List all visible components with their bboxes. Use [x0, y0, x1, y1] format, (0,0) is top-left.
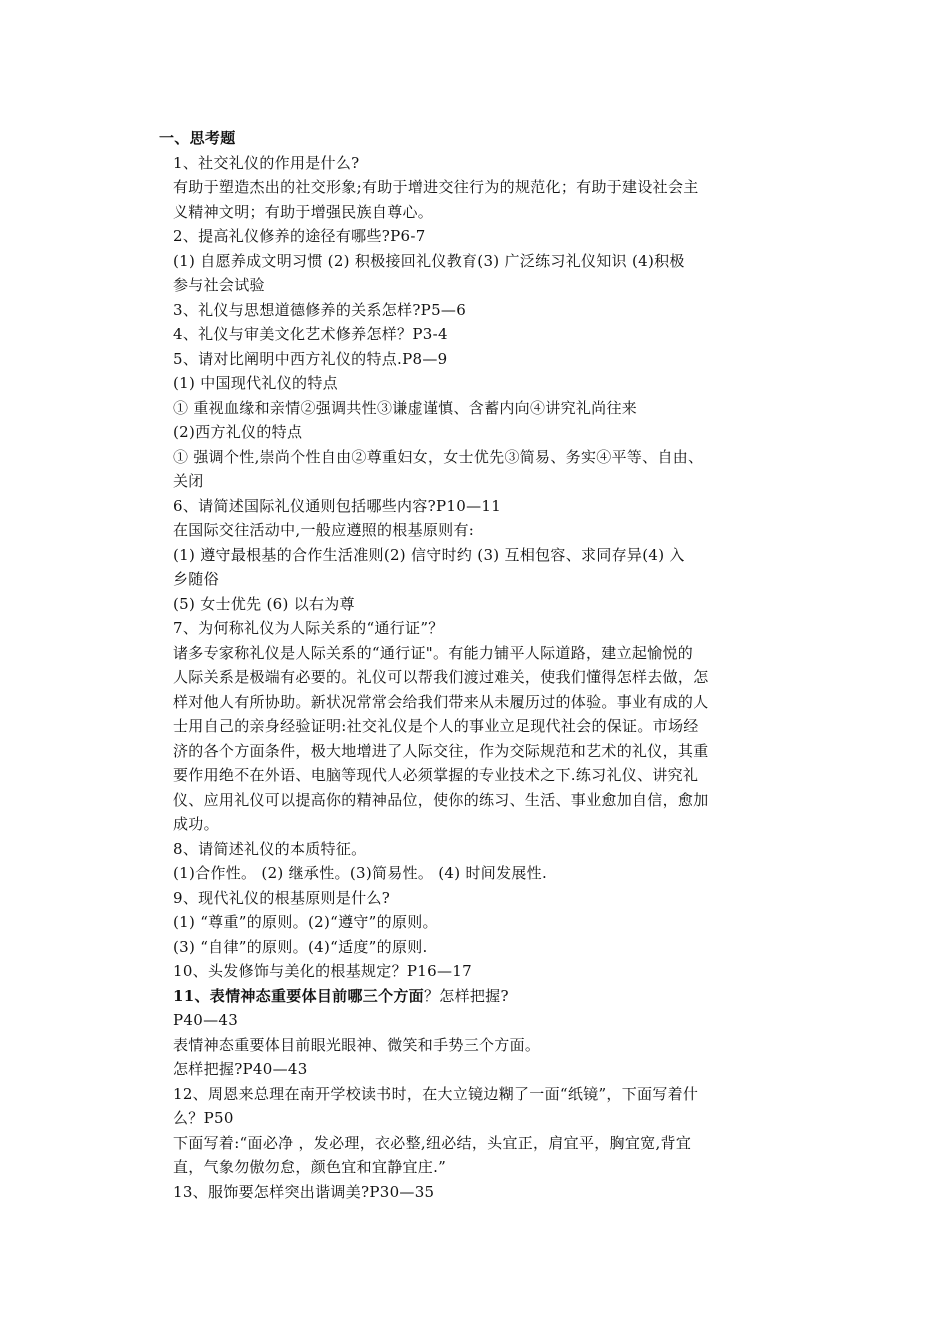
text-line: 士用自己的亲身经验证明:社交礼仪是个人的事业立足现代社会的保证。市场经 [173, 717, 699, 735]
text-line: 义精神文明；有助于增强民族自尊心。 [173, 202, 434, 221]
text-line: 下面写着:“面必净 ，发必理，衣必整,纽必结，头宜正，肩宜平，胸宜宽,背宜 [173, 1133, 692, 1152]
text-line: (1)合作性。 (2) 继承性。(3)简易性。 (4) 时间发展性. [173, 864, 548, 882]
section-title: 一、思考题 [159, 129, 236, 147]
text-line: 在国际交往活动中,一般应遵照的根基原则有: [173, 521, 475, 539]
text-line: (2)西方礼仪的特点 [173, 423, 303, 441]
text-line: 济的各个方面条件，极大地增进了人际交往，作为交际规范和艺术的礼仪，其重 [173, 741, 709, 760]
text-line: (1) 中国现代礼仪的特点 [173, 374, 338, 392]
text-line: ① 强调个性,崇尚个性自由②尊重妇女，女士优先③简易、务实④平等、自由、 [173, 447, 704, 466]
question-11-line [173, 984, 773, 1009]
question-11-rest: ？怎样把握? [423, 986, 509, 1005]
document-page [159, 126, 773, 1204]
text-line: 5、请对比阐明中西方礼仪的特点.P8—9 [173, 349, 448, 368]
text-line: 有助于塑造杰出的社交形象;有助于增进交往行为的规范化；有助于建设社会主 [173, 178, 699, 196]
text-line: 诸多专家称礼仪是人际关系的“通行证"。有能力铺平人际道路，建立起愉悦的 [173, 643, 694, 662]
text-line: (1) 自愿养成文明习惯 (2) 积极接回礼仪教育(3) 广泛练习礼仪知识 (4)积极 [173, 251, 685, 270]
text-line: 乡随俗 [173, 570, 219, 588]
text-line: 7、为何称礼仪为人际关系的“通行证”？ [173, 619, 444, 637]
text-line: 10、头发修饰与美化的根基规定？P16—17 [173, 962, 472, 980]
text-line: 参与社会试验 [173, 276, 265, 294]
text-line: 8、请简述礼仪的本质特征。 [173, 839, 367, 858]
text-line: 6、请简述国际礼仪通则包括哪些内容?P10—11 [173, 496, 502, 515]
text-line: (1) 遵守最根基的合作生活准则(2) 信守时约 (3) 互相包容、求同存异(4) 入 [173, 545, 685, 564]
text-line: 2、提高礼仪修养的途径有哪些?P6-7 [173, 227, 426, 245]
text-line: 直，气象勿傲勿怠，颜色宜和宜静宜庄.” [173, 1158, 447, 1176]
text-line: 4、礼仪与审美文化艺术修养怎样？P3-4 [173, 325, 448, 343]
text-line: 3、礼仪与思想道德修养的关系怎样?P5—6 [173, 300, 467, 319]
text-line: 1、社交礼仪的作用是什么? [173, 153, 360, 172]
text-line: 9、现代礼仪的根基原则是什么? [173, 888, 391, 907]
text-line: 人际关系是极端有必要的。礼仪可以帮我们渡过难关，使我们懂得怎样去做，怎 [173, 668, 709, 686]
text-line: 要作用绝不在外语、电脑等现代人必须掌握的专业技术之下.练习礼仪、讲究礼 [173, 766, 699, 784]
question-11-bold: 11、表情神态重要体目前哪三个方面 [173, 986, 424, 1005]
text-line: 仪、应用礼仪可以提高你的精神品位，使你的练习、生活、事业愈加自信，愈加 [173, 790, 709, 809]
text-line: (3) “自律”的原则。(4)“适度”的原则. [173, 937, 428, 956]
text-line: 关闭 [173, 472, 204, 490]
text-line: 样对他人有所协助。新状况常常会给我们带来从未履历过的体验。事业有成的人 [173, 692, 709, 711]
text-line: P40—43 [173, 1011, 239, 1029]
text-line: 表情神态重要体目前眼光眼神、微笑和手势三个方面。 [173, 1035, 541, 1054]
text-line: 成功。 [173, 815, 219, 833]
text-line: (1) “尊重”的原则。(2)“遵守”的原则。 [173, 913, 438, 931]
text-line: (5) 女士优先 (6) 以右为尊 [173, 594, 355, 613]
text-line: 13、服饰要怎样突出谐调美?P30—35 [173, 1182, 435, 1201]
text-line: ① 重视血缘和亲情②强调共性③谦虚谨慎、含蓄内向④讲究礼尚往来 [173, 398, 638, 417]
text-line: 怎样把握?P40—43 [173, 1060, 308, 1078]
text-line: 12、周恩来总理在南开学校读书时，在大立镜边糊了一面“纸镜”，下面写着什 [173, 1084, 699, 1103]
text-line: 么？P50 [173, 1109, 234, 1127]
